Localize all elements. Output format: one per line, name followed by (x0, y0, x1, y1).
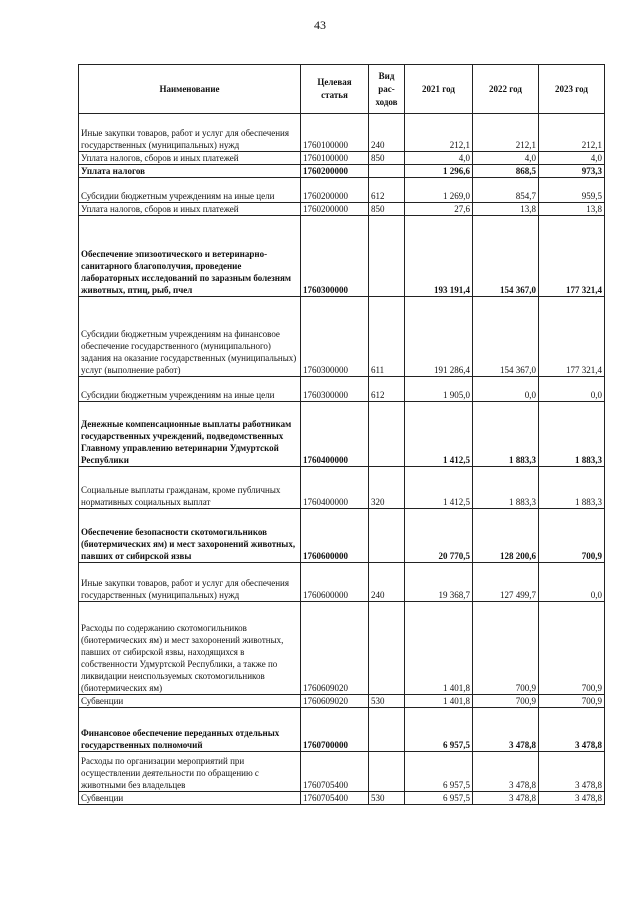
table-row (79, 752, 605, 792)
row-2022: 854,7 (473, 178, 539, 203)
table-row (79, 203, 605, 216)
row-kind (369, 216, 405, 297)
row-code: 1760700000 (301, 708, 369, 752)
row-2022: 868,5 (473, 165, 539, 178)
row-name: Расходы по организации мероприятий при осуществлении деятельности по обращению с животными без владельцев (79, 752, 301, 792)
row-2023: 3 478,8 (539, 708, 605, 752)
row-name: Субвенции (79, 792, 301, 805)
row-kind: 320 (369, 467, 405, 509)
row-2022: 127 499,7 (473, 563, 539, 602)
row-2021: 1 412,5 (405, 402, 473, 467)
table-row (79, 377, 605, 402)
row-code: 1760705400 (301, 752, 369, 792)
row-2021: 191 286,4 (405, 297, 473, 377)
row-2022: 3 478,8 (473, 708, 539, 752)
row-2021: 27,6 (405, 203, 473, 216)
row-2021: 1 401,8 (405, 602, 473, 695)
row-kind: 850 (369, 203, 405, 216)
row-2022: 3 478,8 (473, 752, 539, 792)
table-row (79, 602, 605, 695)
row-kind: 611 (369, 297, 405, 377)
row-2023: 0,0 (539, 563, 605, 602)
table-row (79, 178, 605, 203)
table-row (79, 792, 605, 805)
row-2022: 3 478,8 (473, 792, 539, 805)
row-code: 1760400000 (301, 402, 369, 467)
row-2023: 3 478,8 (539, 752, 605, 792)
row-2022: 0,0 (473, 377, 539, 402)
table-row (79, 165, 605, 178)
row-2023: 973,3 (539, 165, 605, 178)
table-row (79, 152, 605, 165)
row-2021: 212,1 (405, 114, 473, 152)
row-kind (369, 402, 405, 467)
page-number: 43 (314, 18, 326, 32)
row-name: Субсидии бюджетным учреждениям на иные цели (79, 178, 301, 203)
header-kind: Вид рас-ходов (369, 65, 405, 114)
row-2023: 0,0 (539, 377, 605, 402)
row-2023: 177 321,4 (539, 297, 605, 377)
row-name: Субсидии бюджетным учреждениям на иные цели (79, 377, 301, 402)
row-name: Уплата налогов (79, 165, 301, 178)
row-name: Социальные выплаты гражданам, кроме публичных нормативных социальных выплат (79, 467, 301, 509)
row-code: 1760300000 (301, 377, 369, 402)
row-2023: 700,9 (539, 509, 605, 563)
row-kind (369, 752, 405, 792)
row-2021: 1 296,6 (405, 165, 473, 178)
row-code: 1760300000 (301, 297, 369, 377)
row-2021: 1 412,5 (405, 467, 473, 509)
row-2021: 1 269,0 (405, 178, 473, 203)
row-2022: 4,0 (473, 152, 539, 165)
header-2021: 2021 год (405, 65, 473, 114)
row-kind: 530 (369, 695, 405, 708)
row-kind: 240 (369, 114, 405, 152)
header-2023: 2023 год (539, 65, 605, 114)
row-name: Денежные компенсационные выплаты работникам государственных учреждений, подведомственных Главному управлению ветеринарии Удмуртской Республики (79, 402, 301, 467)
row-2023: 700,9 (539, 695, 605, 708)
row-code: 1760200000 (301, 178, 369, 203)
row-name: Иные закупки товаров, работ и услуг для обеспечения государственных (муниципальных) нужд (79, 114, 301, 152)
row-name: Обеспечение эпизоотического и ветеринарно-санитарного благополучия, проведение лабораторных исследований по заразным болезням животных, птиц, рыб, пчел (79, 216, 301, 297)
row-code: 1760600000 (301, 509, 369, 563)
row-kind (369, 708, 405, 752)
row-2023: 212,1 (539, 114, 605, 152)
row-name: Финансовое обеспечение переданных отдельных государственных полномочий (79, 708, 301, 752)
row-2023: 959,5 (539, 178, 605, 203)
row-2022: 1 883,3 (473, 467, 539, 509)
row-2021: 4,0 (405, 152, 473, 165)
header-target: Целевая статья (301, 65, 369, 114)
row-2022: 154 367,0 (473, 297, 539, 377)
row-name: Расходы по содержанию скотомогильников (биотермических ям) и мест захоронений животных, павших от сибирской язвы, находящихся в собственности Удмуртской Республики, а также по ликвидации неиспользуемых скотомогильников (биотермических ям) (79, 602, 301, 695)
row-2021: 20 770,5 (405, 509, 473, 563)
row-code: 1760705400 (301, 792, 369, 805)
row-code: 1760200000 (301, 165, 369, 178)
row-2023: 1 883,3 (539, 402, 605, 467)
row-name: Уплата налогов, сборов и иных платежей (79, 152, 301, 165)
row-2023: 177 321,4 (539, 216, 605, 297)
table-row (79, 695, 605, 708)
row-2022: 700,9 (473, 695, 539, 708)
header-name: Наименование (79, 65, 301, 114)
table-row (79, 402, 605, 467)
row-code: 1760100000 (301, 114, 369, 152)
budget-table (78, 64, 605, 805)
row-code: 1760600000 (301, 563, 369, 602)
row-2021: 1 401,8 (405, 695, 473, 708)
row-2021: 19 368,7 (405, 563, 473, 602)
row-name: Уплата налогов, сборов и иных платежей (79, 203, 301, 216)
row-kind: 530 (369, 792, 405, 805)
row-name: Субсидии бюджетным учреждениям на финансовое обеспечение государственного (муниципального) задания на оказание государственных (муниципальных) услуг (выполнение работ) (79, 297, 301, 377)
table-row (79, 114, 605, 152)
row-code: 1760300000 (301, 216, 369, 297)
row-code: 1760400000 (301, 467, 369, 509)
table-row (79, 509, 605, 563)
row-name: Иные закупки товаров, работ и услуг для обеспечения государственных (муниципальных) нужд (79, 563, 301, 602)
table-row (79, 467, 605, 509)
row-2023: 3 478,8 (539, 792, 605, 805)
row-2023: 700,9 (539, 602, 605, 695)
row-2023: 1 883,3 (539, 467, 605, 509)
row-2022: 700,9 (473, 602, 539, 695)
row-2021: 6 957,5 (405, 792, 473, 805)
row-2023: 4,0 (539, 152, 605, 165)
table-row (79, 216, 605, 297)
row-2023: 13,8 (539, 203, 605, 216)
table-row (79, 297, 605, 377)
row-2022: 1 883,3 (473, 402, 539, 467)
row-code: 1760609020 (301, 602, 369, 695)
row-2022: 212,1 (473, 114, 539, 152)
table-row (79, 563, 605, 602)
row-2021: 6 957,5 (405, 708, 473, 752)
row-kind: 612 (369, 178, 405, 203)
row-kind: 612 (369, 377, 405, 402)
header-2022: 2022 год (473, 65, 539, 114)
row-code: 1760100000 (301, 152, 369, 165)
table-row (79, 708, 605, 752)
row-kind (369, 165, 405, 178)
row-name: Субвенции (79, 695, 301, 708)
row-kind (369, 602, 405, 695)
row-2022: 13,8 (473, 203, 539, 216)
row-2022: 128 200,6 (473, 509, 539, 563)
header-row (79, 65, 605, 114)
row-2022: 154 367,0 (473, 216, 539, 297)
row-kind: 850 (369, 152, 405, 165)
row-name: Обеспечение безопасности скотомогильников (биотермических ям) и мест захоронений животных, павших от сибирской язвы (79, 509, 301, 563)
row-code: 1760609020 (301, 695, 369, 708)
row-2021: 193 191,4 (405, 216, 473, 297)
row-2021: 1 905,0 (405, 377, 473, 402)
row-kind (369, 509, 405, 563)
row-2021: 6 957,5 (405, 752, 473, 792)
row-kind: 240 (369, 563, 405, 602)
row-code: 1760200000 (301, 203, 369, 216)
